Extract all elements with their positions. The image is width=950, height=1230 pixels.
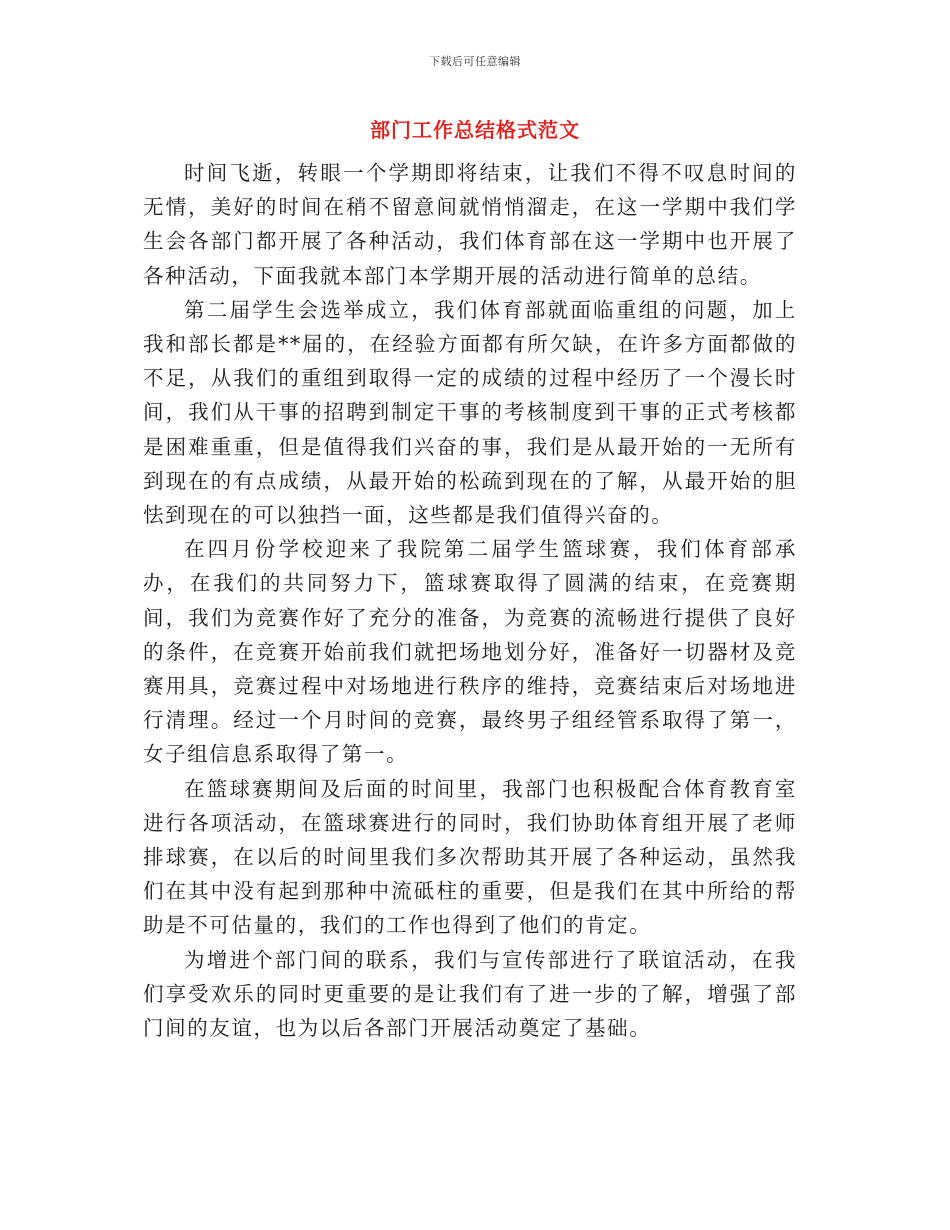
paragraph-3: 在四月份学校迎来了我院第二届学生篮球赛，我们体育部承办，在我们的共同努力下，篮球赛取得了圆满的结束，在竞赛期间，我们为竞赛作好了充分的准备，为竞赛的流畅进行提供了良好的条件，在竞赛开始前我们就把场地划分好，准备好一切器材及竞赛用具，竞赛过程中对场地进行秩序的维持，竞赛结束后对场地进行清理。经过一个月时间的竞赛，最终男子组经管系取得了第一，女子组信息系取得了第一。 <box>143 537 797 767</box>
paragraph-1: 时间飞逝，转眼一个学期即将结束，让我们不得不叹息时间的无情，美好的时间在稍不留意间就悄悄溜走，在这一学期中我们学生会各部门都开展了各种活动，我们体育部在这一学期中也开展了各种活动，下面我就本部门本学期开展的活动进行简单的总结。 <box>143 161 797 288</box>
document-title: 部门工作总结格式范文 <box>370 118 580 142</box>
paragraph-2: 第二届学生会选举成立，我们体育部就面临重组的问题，加上我和部长都是**届的，在经验方面都有所欠缺，在许多方面都做的不足，从我们的重组到取得一定的成绩的过程中经历了一个漫长时间，我们从干事的招聘到制定干事的考核制度到干事的正式考核都是困难重重，但是值得我们兴奋的事，我们是从最开始的一无所有到现在的有点成绩，从最开始的松疏到现在的了解，从最开始的胆怯到现在的可以独挡一面，这些都是我们值得兴奋的。 <box>143 297 797 528</box>
header-note: 下载后可任意编辑 <box>429 55 521 68</box>
paragraph-4: 在篮球赛期间及后面的时间里，我部门也积极配合体育教育室进行各项活动，在篮球赛进行的同时，我们协助体育组开展了老师排球赛，在以后的时间里我们多次帮助其开展了各种运动，虽然我们在其中没有起到那种中流砥柱的重要，但是我们在其中所给的帮助是不可估量的，我们的工作也得到了他们的肯定。 <box>143 776 797 938</box>
paragraph-5: 为增进个部门间的联系，我们与宣传部进行了联谊活动，在我们享受欢乐的同时更重要的是让我们有了进一步的了解，增强了部门间的友谊，也为以后各部门开展活动奠定了基础。 <box>143 947 797 1041</box>
document-body <box>143 156 797 1045</box>
